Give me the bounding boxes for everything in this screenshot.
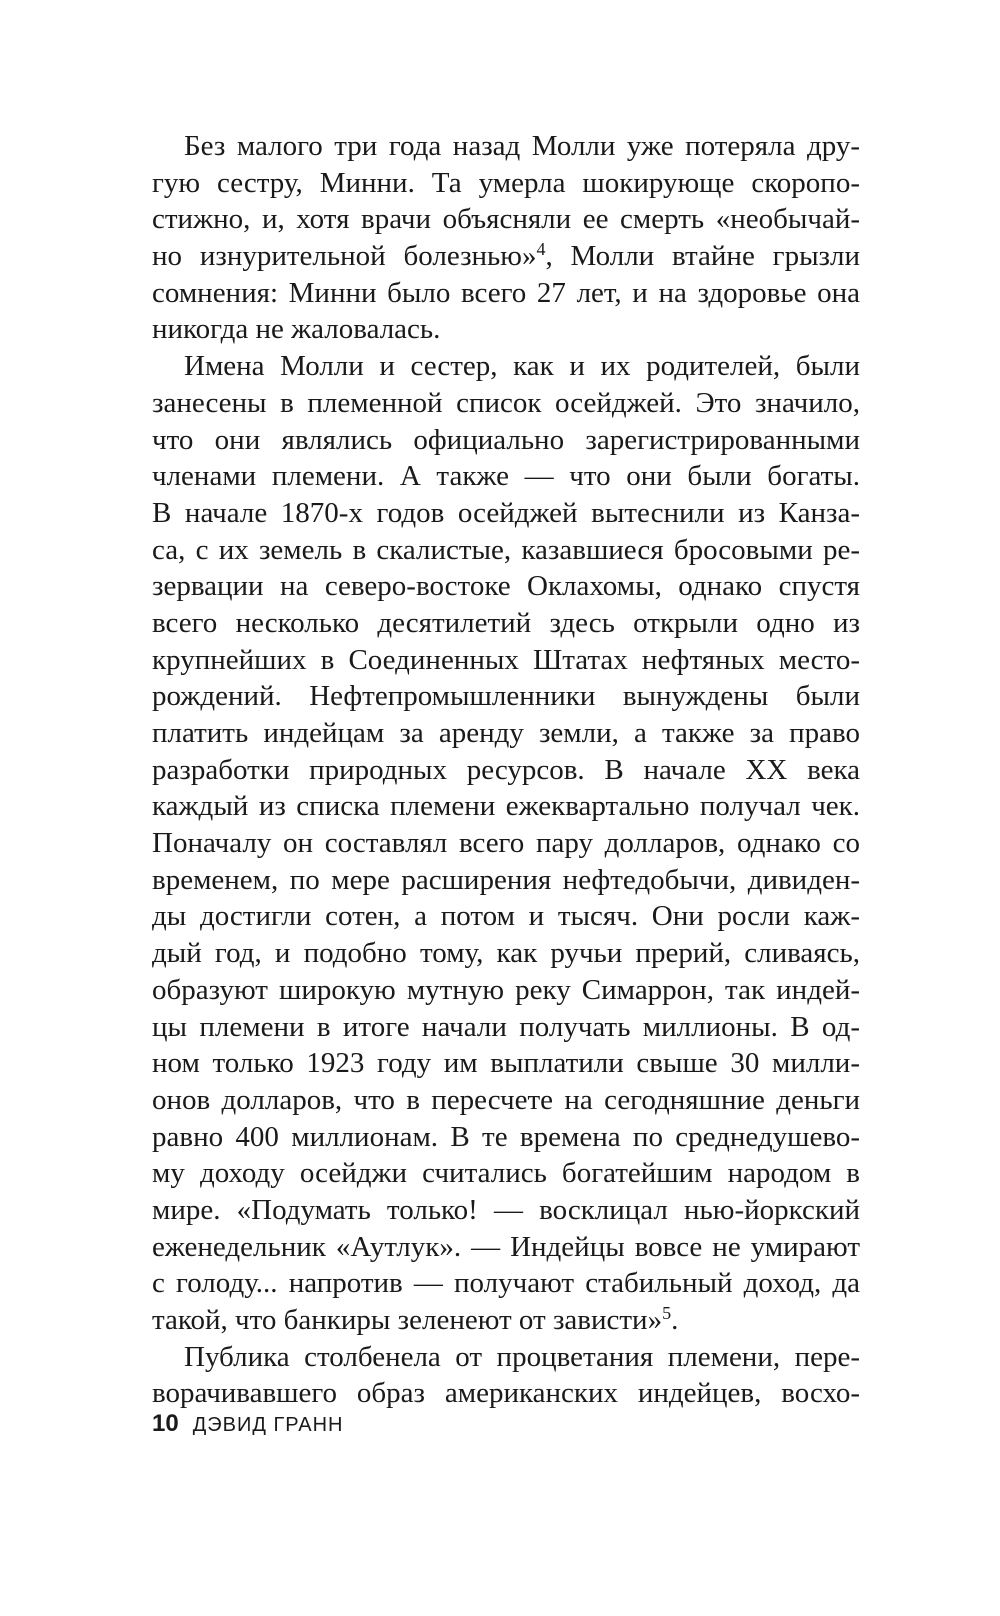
text-line: сомнения: Минни было всего 27 лет, и на здоровье она — [152, 276, 860, 309]
text-line: дый год, и подобно тому, как ручьи прерий, сливаясь, — [152, 937, 860, 970]
text-line: образуют широкую мутную реку Симаррон, так индей- — [152, 973, 860, 1006]
text-line: гую сестру, Минни. Та умерла шокирующе скоропо- — [152, 166, 860, 199]
text-line: мире. «Подумать только! — восклицал нью-йоркский — [152, 1193, 860, 1226]
text-fragment: но изнурительной болезнью» — [152, 240, 537, 273]
text-fragment: . — [671, 1304, 679, 1336]
text-line: каждый из списка племени ежеквартально получал чек. — [152, 790, 860, 823]
text-line: платить индейцам за аренду земли, а также за право — [152, 717, 860, 749]
text-line: рождений. Нефтепромышленники вынуждены были — [152, 680, 860, 713]
text-line — [152, 238, 860, 275]
text-line: Поначалу он составлял всего пару долларов, однако со — [152, 827, 860, 860]
paragraph-2 — [152, 348, 860, 1339]
text-line: временем, по мере расширения нефтедобычи, дивиден- — [152, 863, 860, 896]
text-line: онов долларов, что в пересчете на сегодняшние деньги — [152, 1083, 860, 1116]
text-line: разработки природных ресурсов. В начале XX века — [152, 753, 860, 786]
text-line: му доходу осейджи считались богатейшим народом в — [152, 1157, 860, 1190]
page-number: 10 — [152, 1410, 179, 1437]
text-line: всего несколько десятилетий здесь открыли одно из — [152, 606, 860, 639]
text-line: что они являлись официально зарегистрированными — [152, 423, 860, 456]
text-line: зервации на северо-востоке Оклахомы, однако спустя — [152, 570, 860, 603]
text-fragment: такой, что банкиры зеленеют от зависти» — [152, 1304, 663, 1336]
body-text — [152, 128, 860, 1412]
text-line: крупнейших в Соединенных Штатах нефтяных место- — [152, 643, 860, 676]
text-line: са, с их земель в скалистые, казавшиеся бросовыми ре- — [152, 533, 860, 566]
footnote-ref: 5 — [662, 1303, 672, 1323]
text-line: В начале 1870-х годов осейджей вытеснили из Канза- — [152, 496, 860, 529]
text-line: Публика столбенела от процветания племени, пере- — [184, 1340, 860, 1373]
text-line: Имена Молли и сестер, как и их родителей, были — [184, 350, 860, 383]
footnote-ref: 4 — [536, 239, 546, 260]
page-footer — [152, 1410, 344, 1438]
text-line: ном только 1923 году им выплатили свыше 30 милли- — [152, 1047, 860, 1080]
text-line: членами племени. А также — что они были богаты. — [152, 460, 860, 493]
paragraph-1 — [152, 128, 860, 348]
text-line — [152, 1302, 860, 1339]
running-head-author: ДЭВИД ГРАНН — [192, 1414, 344, 1436]
text-line: равно 400 миллионам. В те времена по среднедушево- — [152, 1120, 860, 1153]
text-line: ворачивавшего образ американских индейцев, восхо- — [152, 1377, 860, 1410]
text-line: ды достигли сотен, а потом и тысяч. Они росли каж- — [152, 900, 860, 933]
text-line: Без малого три года назад Молли уже потеряла дру- — [184, 130, 860, 162]
text-line: еженедельник «Аутлук». — Индейцы вовсе не умирают — [152, 1230, 860, 1263]
text-fragment: , Молли втайне грызли — [545, 240, 860, 273]
text-line: стижно, и, хотя врачи объясняли ее смерть «необычай- — [152, 203, 860, 236]
text-line: никогда не жаловалась. — [152, 313, 441, 346]
text-line: цы племени в итоге начали получать миллионы. В од- — [152, 1010, 860, 1043]
paragraph-3 — [152, 1339, 860, 1412]
text-line: занесены в племенной список осейджей. Это значило, — [152, 386, 860, 419]
text-line: с голоду... напротив — получают стабильный доход, да — [152, 1267, 860, 1300]
